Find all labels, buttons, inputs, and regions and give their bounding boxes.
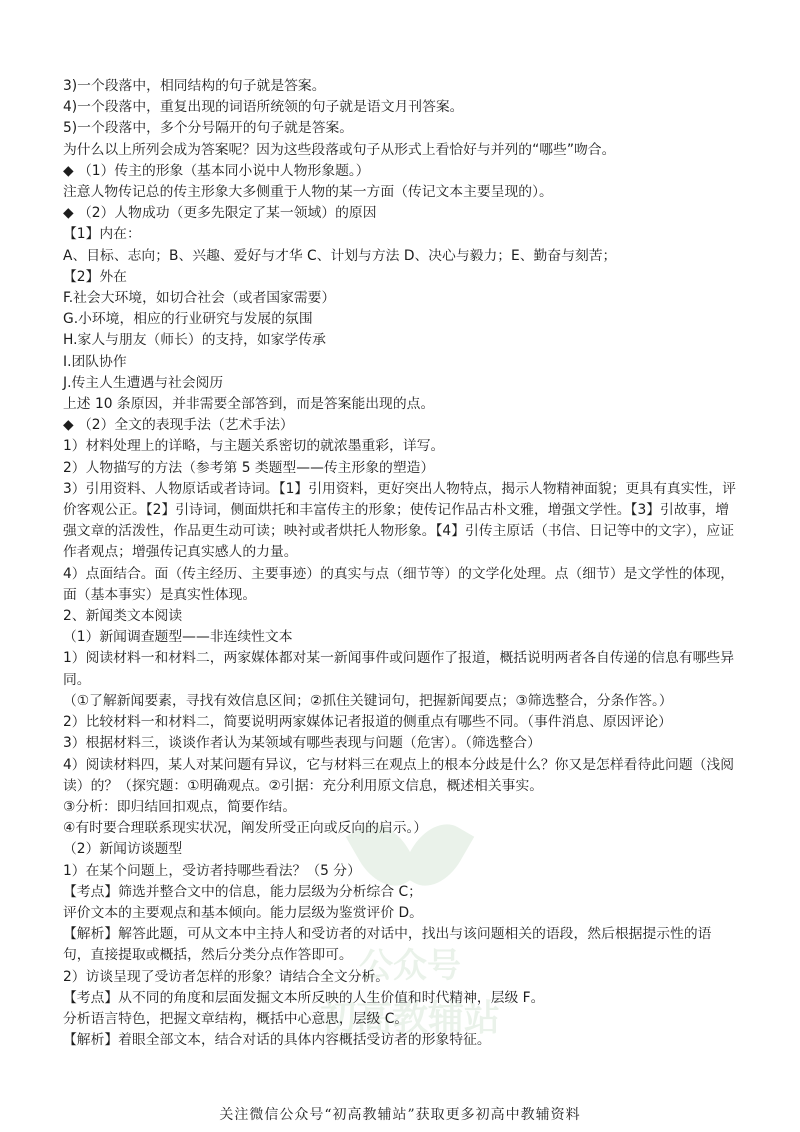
- text-line: 2）比较材料一和材料二，简要说明两家媒体记者报道的侧重点有哪些不同。（事件消息、原因评论）: [63, 714, 672, 731]
- text-line: 评价文本的主要观点和基本倾向。能力层级为鉴赏评价 D。: [63, 904, 423, 921]
- text-line: （2）新闻访谈题型: [63, 841, 183, 858]
- paragraph: 3）引用资料、人物原话或者诗词。【1】引用资料，更好突出人物特点，揭示人物精神面貌；更具有真实性，评价客观公正。【2】引诗词，侧面烘托和丰富传主的形象；使传记作品古朴文雅，增强文学性。【3】引故事，增强文章的活泼性，作品更生动可读；映衬或者烘托人物形象。【4】引传主原话（书信、日记等中的文字），应证作者观点；增强传记真实感人的力量。: [63, 480, 736, 561]
- section-heading: ◆ （1）传主的形象（基本同小说中人物形象题。）: [63, 162, 370, 179]
- text-line: 【考点】筛选并整合文中的信息，能力层级为分析综合 C；: [63, 883, 422, 900]
- paragraph: 4）阅读材料四，某人对某问题有异议，它与材料三在观点上的根本分歧是什么？你又是怎样看待此问题（浅阅读）的？（探究题：①明确观点。②引据：充分利用原文信息，概述相关事实。: [63, 756, 735, 794]
- text-line: 【2】外在: [63, 268, 127, 285]
- text-line: 注意人物传记总的传主形象大多侧重于人物的某一方面（传记文本主要呈现的）。: [63, 184, 553, 201]
- text-line: 1）材料处理上的详略，与主题关系密切的就浓墨重彩，详写。: [63, 438, 445, 455]
- text-line: 2）人物描写的方法（参考第 5 类题型——传主形象的塑造）: [63, 459, 435, 476]
- text-line: 4)一个段落中，重复出现的词语所统领的句子就是语文月刊答案。: [63, 99, 464, 116]
- text-line: H.家人与朋友（师长）的支持，如家学传承: [63, 332, 326, 349]
- text-line: 上述 10 条原因，并非需要全部答到，而是答案能出现的点。: [63, 396, 435, 413]
- text-line: F.社会大环境，如切合社会（或者国家需要）: [63, 290, 336, 307]
- watermark-top-text: 公众号: [359, 946, 461, 986]
- section-heading: ◆ （2）全文的表现手法（艺术手法）: [63, 417, 294, 434]
- text-line: 5)一个段落中，多个分号隔开的句子就是答案。: [63, 120, 354, 137]
- text-line: （1）新闻调查题型——非连续性文本: [63, 629, 293, 646]
- text-line: ③分析：即归结回扣观点，简要作结。: [63, 798, 297, 815]
- text-line: G.小环境，相应的行业研究与发展的氛围: [63, 311, 313, 328]
- text-line: A、目标、志向；B、兴趣、爱好与才华 C、计划与方法 D、决心与毅力；E、勤奋与刻苦；: [63, 247, 617, 264]
- paragraph: 4）点面结合。面（传主经历、主要事迹）的真实与点（细节等）的文学化处理。点（细节）是文学性的体现，面（基本事实）是真实性体现。: [63, 565, 735, 603]
- text-line: ④有时要合理联系现实状况，阐发所受正向或反向的启示。）: [63, 820, 428, 837]
- text-line: （①了解新闻要素，寻找有效信息区间；②抓住关键词句，把握新闻要点；③筛选整合，分条作答。）: [63, 692, 673, 709]
- section-heading: 2、新闻类文本阅读: [63, 608, 183, 625]
- section-heading: ◆ （2）人物成功（更多先限定了某一领域）的原因: [63, 205, 377, 222]
- watermark-bottom-text: 初高教辅站: [319, 998, 500, 1039]
- text-line: 为什么以上所列会成为答案呢？因为这些段落或句子从形式上看恰好与并列的“哪些”吻合。: [63, 141, 616, 158]
- text-line: 3)一个段落中，相同结构的句子就是答案。: [63, 78, 326, 94]
- text-line: J.传主人生遭遇与社会阅历: [63, 374, 224, 391]
- text-line: 【考点】从不同的角度和层面发掘文本所反映的人生价值和时代精神，层级 F。: [63, 989, 545, 1006]
- page-footer: 关注微信公众号“初高教辅站”获取更多初高中教辅资料: [219, 1107, 581, 1123]
- text-line: 【1】内在：: [63, 226, 141, 243]
- text-line: 2）访谈呈现了受访者怎样的形象？请结合全文分析。: [63, 968, 390, 985]
- text-line: 3）根据材料三，谈谈作者认为某领域有哪些表现与问题（危害）。（筛选整合）: [63, 735, 541, 752]
- document-body: [63, 76, 739, 1051]
- text-line: 【解析】着眼全部文本，结合对话的具体内容概括受访者的形象特征。: [63, 1032, 491, 1049]
- text-line: 分析语言特色，把握文章结构，概括中心意思，层级 C。: [63, 1010, 409, 1027]
- paragraph: 【解析】解答此题，可从文本中主持人和受访者的对话中，找出与该问题相关的语段，然后根据提示性的语句，直接提取或概括，然后分类分点作答即可。: [63, 926, 712, 964]
- text-line: 1）在某个问题上，受访者持哪些看法？（5 分）: [63, 862, 361, 879]
- paragraph: 1）阅读材料一和材料二，两家媒体都对某一新闻事件或问题作了报道，概括说明两者各自传递的信息有哪些异同。: [63, 650, 735, 688]
- text-line: I.团队协作: [63, 353, 127, 370]
